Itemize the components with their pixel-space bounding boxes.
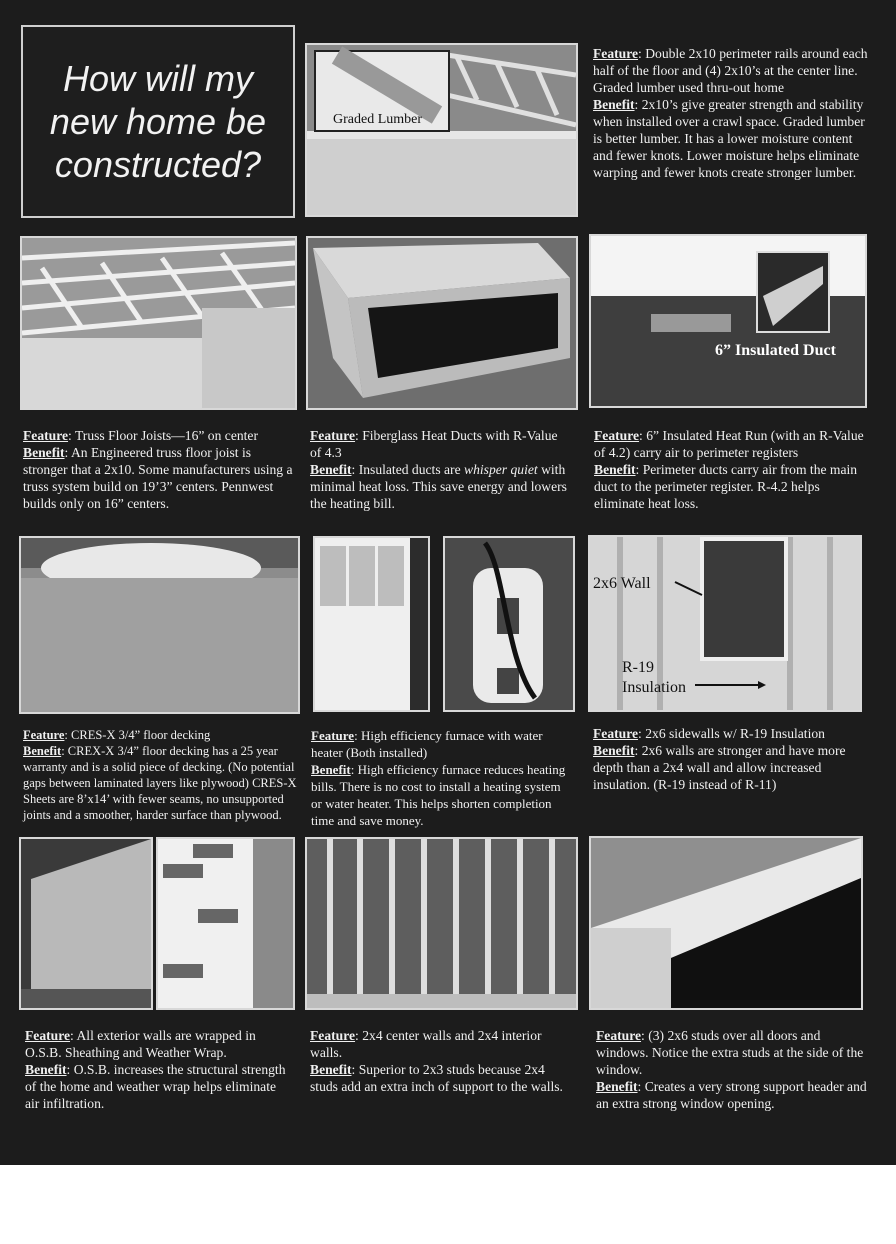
graded-lumber-label: Graded Lumber — [333, 112, 423, 127]
panel-floor-decking-text — [23, 727, 303, 823]
benefit-text: : Superior to 2x3 studs because 2x4 studs add an extra inch of support to the walls. — [310, 1062, 563, 1094]
feature-label: Feature — [593, 726, 639, 741]
page-title: How will my new home be constructed? — [49, 58, 267, 185]
photo-perimeter-rails — [305, 43, 578, 217]
benefit-label: Benefit — [310, 1062, 352, 1077]
benefit-label: Benefit — [593, 97, 635, 112]
benefit-label: Benefit — [311, 762, 351, 777]
benefit-text: : CREX-X 3/4” floor decking has a 25 year warranty and is a solid piece of decking. (No potential gaps between laminated layers like plywood) CRES-X Sheets are 8’x14’ with fewer seams, no unsupported joints and a smoother, harder surface than plywood. — [23, 744, 297, 822]
panel-sidewall-text — [593, 725, 873, 793]
feature-label: Feature — [23, 728, 65, 742]
feature-label: Feature — [310, 428, 356, 443]
benefit-label: Benefit — [23, 445, 65, 460]
extra-text: Graded lumber used thru-out home — [593, 80, 785, 95]
benefit-text: : An Engineered truss floor joist is stronger that a 2x10. Some manufacturers using a truss system build on 19’3” centers. Pennwest builds only on 16” centers. — [23, 445, 293, 511]
benefit-text: : Creates a very strong support header and an extra strong window opening. — [596, 1079, 867, 1111]
panel-perimeter-rails-text — [593, 45, 875, 181]
benefit-text: : O.S.B. increases the structural strength of the home and weather wrap helps eliminate air infiltration. — [25, 1062, 286, 1111]
photo-furnace — [313, 536, 430, 712]
feature-label: Feature — [23, 428, 69, 443]
panel-furnace-text — [311, 727, 573, 829]
feature-text: : Double 2x10 perimeter rails around each half of the floor and (4) 2x10’s at the center line. — [593, 46, 868, 78]
benefit-label: Benefit — [593, 743, 635, 758]
r19-label: R-19 — [622, 659, 654, 676]
panel-truss-joists-text — [23, 427, 295, 512]
feature-label: Feature — [594, 428, 640, 443]
benefit-emphasis: whisper quiet — [464, 462, 538, 477]
feature-label: Feature — [25, 1028, 71, 1043]
feature-text: : Truss Floor Joists—16” on center — [68, 428, 258, 443]
photo-insulated-duct — [589, 234, 867, 408]
benefit-text: : 2x6 walls are stronger and have more depth than a 2x4 wall and allow increased insulation. (R-19 instead of R-11) — [593, 743, 846, 792]
feature-text: : (3) 2x6 studs over all doors and windows. Notice the extra studs at the side of the window. — [596, 1028, 864, 1077]
photo-heat-ducts — [306, 236, 578, 410]
insulation-label: Insulation — [622, 679, 686, 696]
feature-label: Feature — [593, 46, 639, 61]
feature-text: : High efficiency furnace with water heater (Both installed) — [311, 728, 543, 760]
photo-sidewall — [588, 535, 862, 712]
insulated-duct-label: 6” Insulated Duct — [715, 342, 836, 359]
benefit-text: : High efficiency furnace reduces heating bills. There is no cost to install a heating system or water heater. This helps shorten completion time and save money. — [311, 762, 566, 828]
photo-water-heater — [443, 536, 575, 712]
benefit-text: : 2x10’s give greater strength and stability when installed over a crawl space. Graded lumber is better lumber. It has a lower moisture content and fewer knots. Lower moisture helps eliminate warping and fewer knots create stronger lumber. — [593, 97, 865, 180]
2x6-wall-label: 2x6 Wall — [593, 575, 651, 592]
photo-weather-wrap — [156, 837, 295, 1010]
benefit-text: : Perimeter ducts carry air from the main duct to the perimeter register. R-4.2 helps eliminate heat loss. — [594, 462, 858, 511]
feature-text: : Fiberglass Heat Ducts with R-Value of 4.3 — [310, 428, 558, 460]
benefit-label: Benefit — [310, 462, 352, 477]
photo-window-header — [589, 836, 863, 1010]
photo-floor-decking — [19, 536, 300, 714]
feature-text: : CRES-X 3/4” floor decking — [64, 728, 211, 742]
panel-window-header-text — [596, 1027, 872, 1112]
feature-text: : 2x4 center walls and 2x4 interior walls. — [310, 1028, 542, 1060]
title-box — [21, 25, 295, 218]
benefit-label: Benefit — [23, 744, 62, 758]
feature-label: Feature — [311, 728, 355, 743]
panel-heat-ducts-text — [310, 427, 572, 512]
feature-text: : All exterior walls are wrapped in O.S.B. Sheathing and Weather Wrap. — [25, 1028, 256, 1060]
panel-interior-walls-text — [310, 1027, 570, 1095]
feature-label: Feature — [310, 1028, 356, 1043]
panel-heat-run-text — [594, 427, 870, 512]
photo-interior-walls — [305, 837, 578, 1010]
panel-osb-text — [25, 1027, 293, 1112]
benefit-label: Benefit — [596, 1079, 638, 1094]
benefit-text: : Insulated ducts are — [351, 462, 465, 477]
photo-truss-joists — [20, 236, 297, 410]
benefit-label: Benefit — [25, 1062, 67, 1077]
feature-label: Feature — [596, 1028, 642, 1043]
benefit-text-2: with minimal heat loss. This save energy and lowers the heating bill. — [310, 462, 567, 511]
feature-text: : 2x6 sidewalls w/ R-19 Insulation — [638, 726, 825, 741]
photo-osb-sheathing — [19, 837, 153, 1010]
benefit-label: Benefit — [594, 462, 636, 477]
feature-text: : 6” Insulated Heat Run (with an R-Value of 4.2) carry air to perimeter registers — [594, 428, 864, 460]
